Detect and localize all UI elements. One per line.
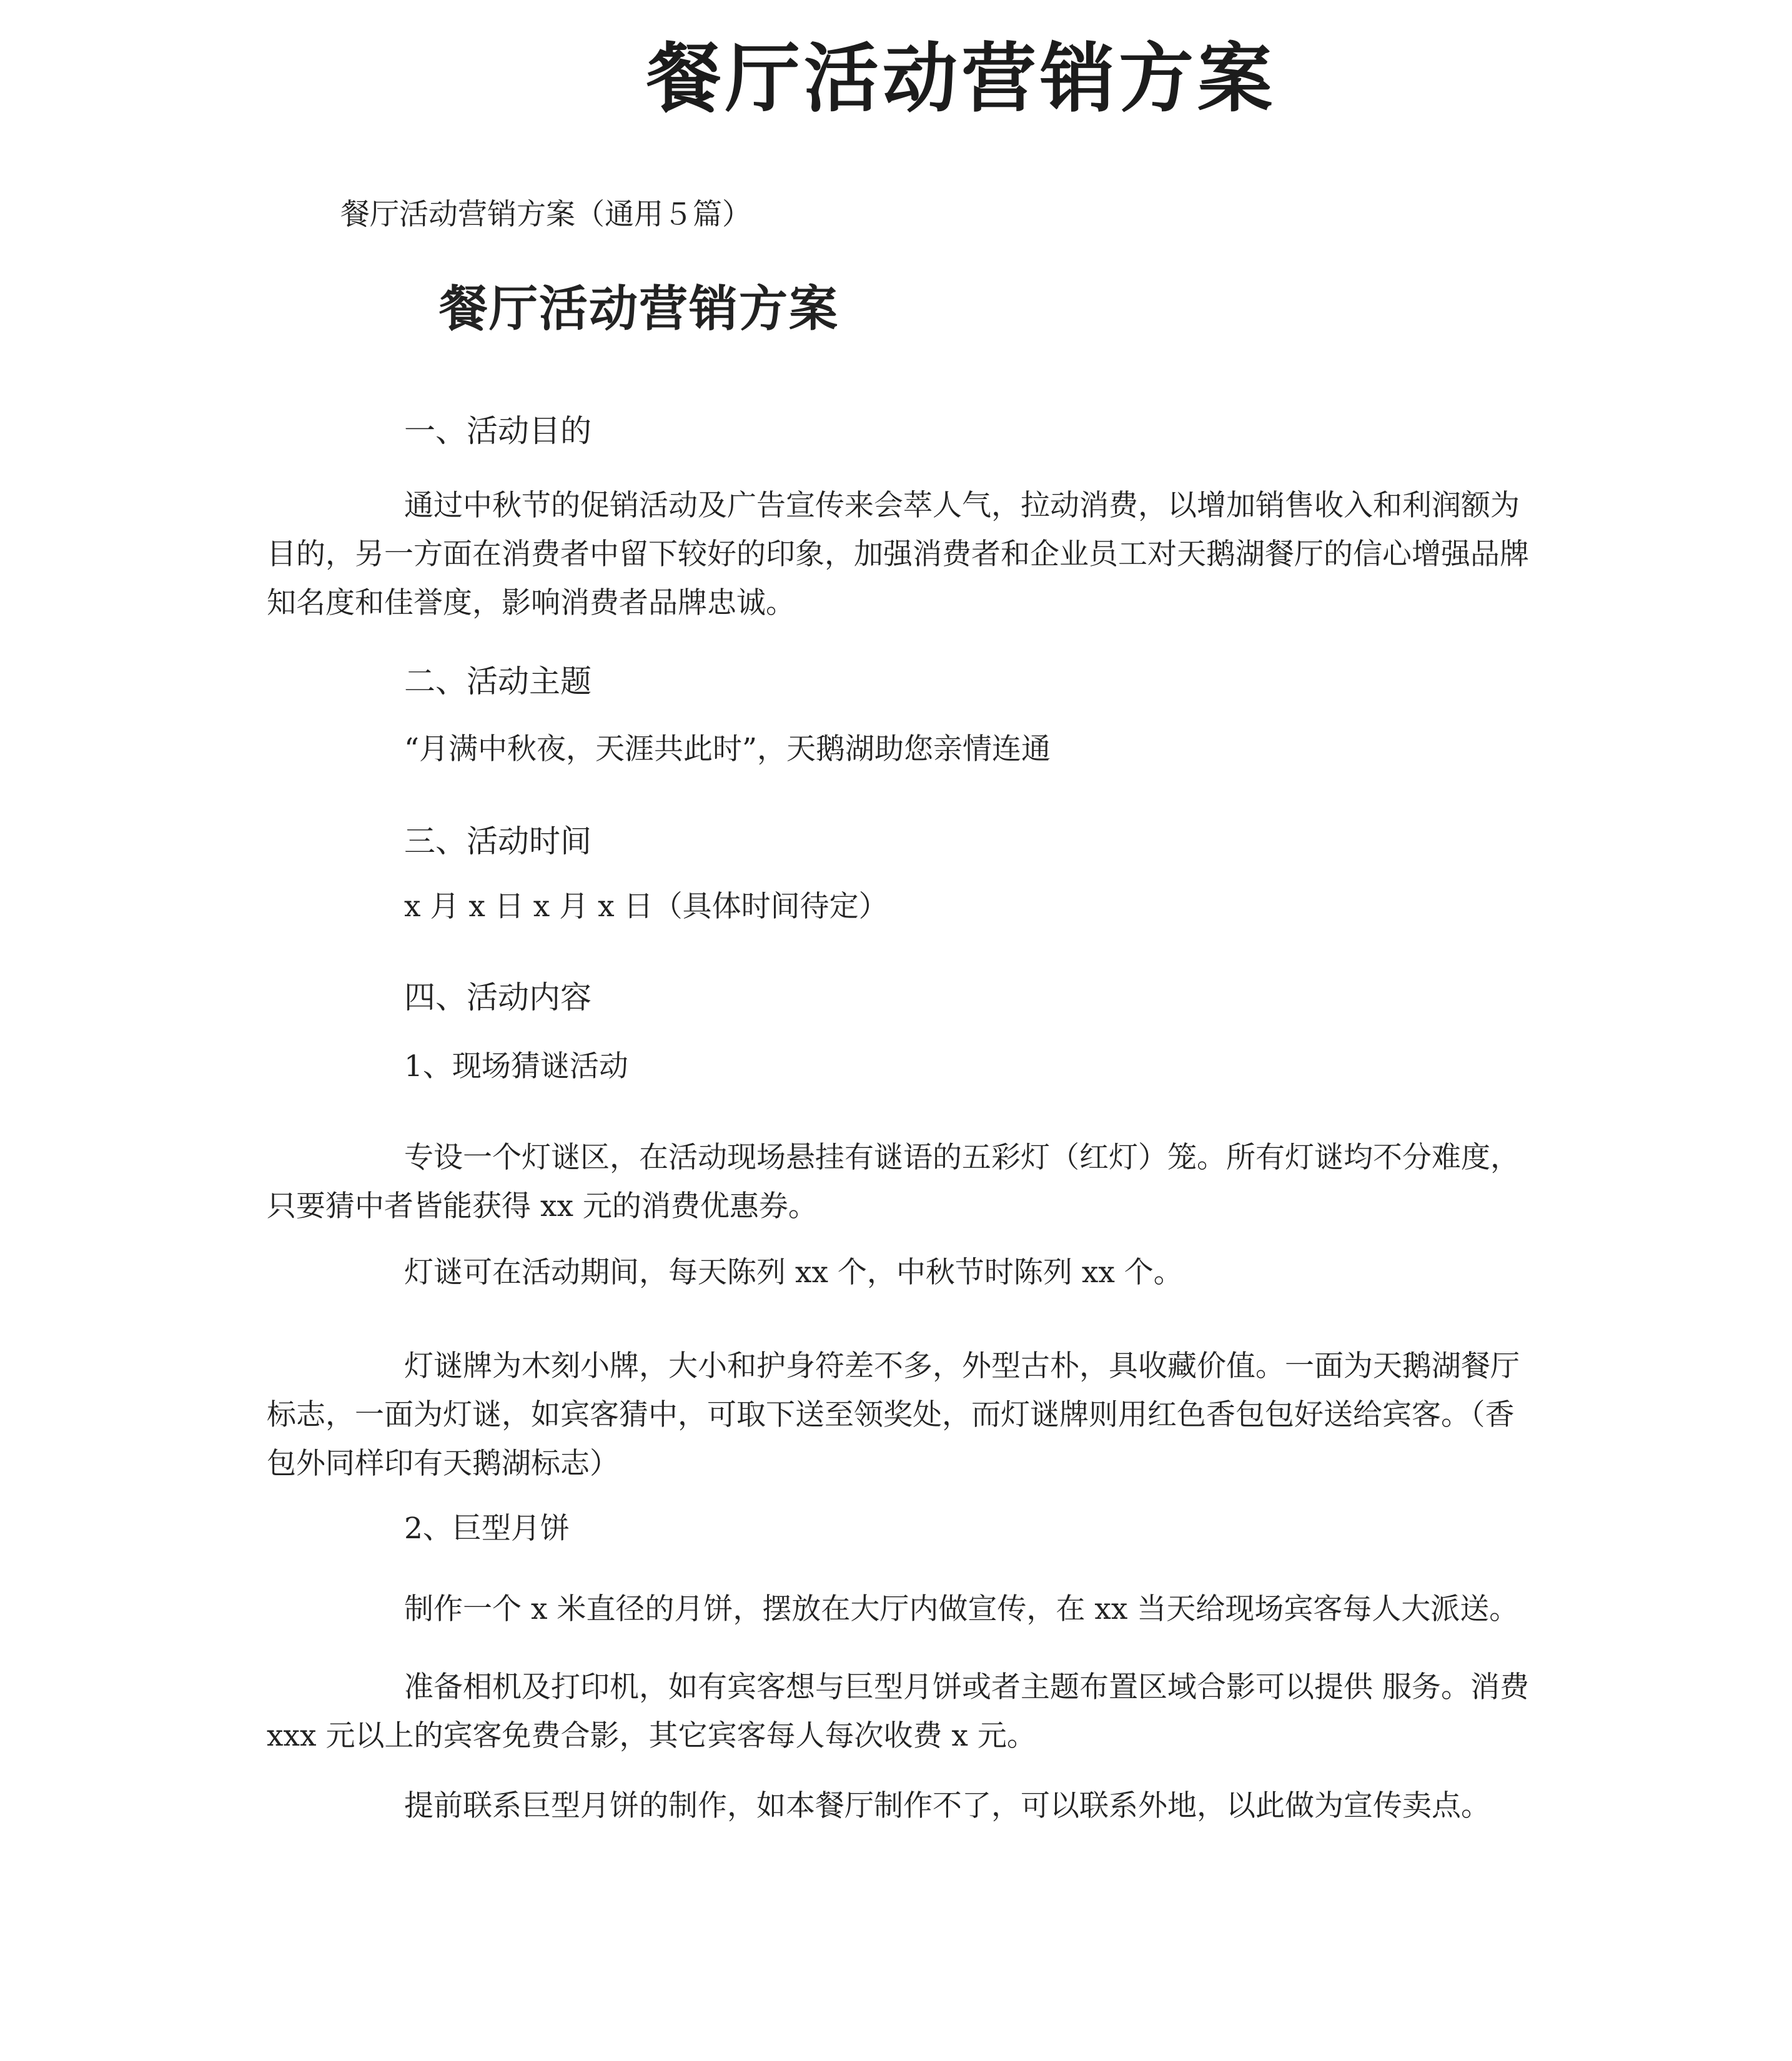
paragraph-purpose: 通过中秋节的促销活动及广告宣传来会萃人气，拉动消费，以增加销售收入和利润额为目的，另一方面在消费者中留下较好的印象，加强消费者和企业员工对天鹅湖餐厅的信心增强品牌知名度和佳誉度，影响消费者品牌忠诚。 — [267, 488, 1529, 620]
paragraph-mooncake-3: 提前联系巨型月饼的制作，如本餐厅制作不了，可以联系外地，以此做为宣传卖点。 — [404, 1789, 1490, 1823]
paragraph-riddles-1: 专设一个灯谜区，在活动现场悬挂有谜语的五彩灯（红灯）笼。所有灯谜均不分难度，只要猜中者皆能获得 xx 元的消费优惠券。 — [267, 1140, 1520, 1223]
subtitle: 餐厅活动营销方案（通用５篇） — [340, 197, 751, 232]
time-text: x 月 x 日 x 月 x 日（具体时间待定） — [404, 889, 888, 924]
document-title: 餐厅活动营销方案 — [439, 280, 839, 337]
section-heading-time: 三、活动时间 — [404, 823, 592, 859]
subsection-heading-riddles: 1、现场猜谜活动 — [404, 1049, 628, 1084]
paragraph-riddles-3: 灯谜牌为木刻小牌，大小和护身符差不多，外型古朴，具收藏价值。一面为天鹅湖餐厅标志，一面为灯谜，如宾客猜中，可取下送至领奖处，而灯谜牌则用红色香包包好送给宾客。（香包外同样印有天鹅湖标志） — [267, 1349, 1520, 1481]
page-title: 餐厅活动营销方案 — [646, 34, 1276, 122]
paragraph-mooncake-2: 准备相机及打印机，如有宾客想与巨型月饼或者主题布置区域合影可以提供 服务。消费 xxx 元以上的宾客免费合影，其它宾客每人每次收费 x 元。 — [267, 1670, 1529, 1753]
section-heading-content: 四、活动内容 — [404, 979, 592, 1016]
subsection-heading-mooncake: 2、巨型月饼 — [404, 1511, 570, 1546]
section-heading-purpose: 一、活动目的 — [404, 413, 592, 449]
paragraph-riddles-2: 灯谜可在活动期间，每天陈列 xx 个，中秋节时陈列 xx 个。 — [404, 1255, 1183, 1290]
paragraph-mooncake-1: 制作一个 x 米直径的月饼，摆放在大厅内做宣传，在 xx 当天给现场宾客每人大派送。 — [404, 1592, 1519, 1626]
theme-text: “月满中秋夜，天涯共此时”，天鹅湖助您亲情连通 — [404, 732, 1051, 766]
section-heading-theme: 二、活动主题 — [404, 663, 592, 699]
